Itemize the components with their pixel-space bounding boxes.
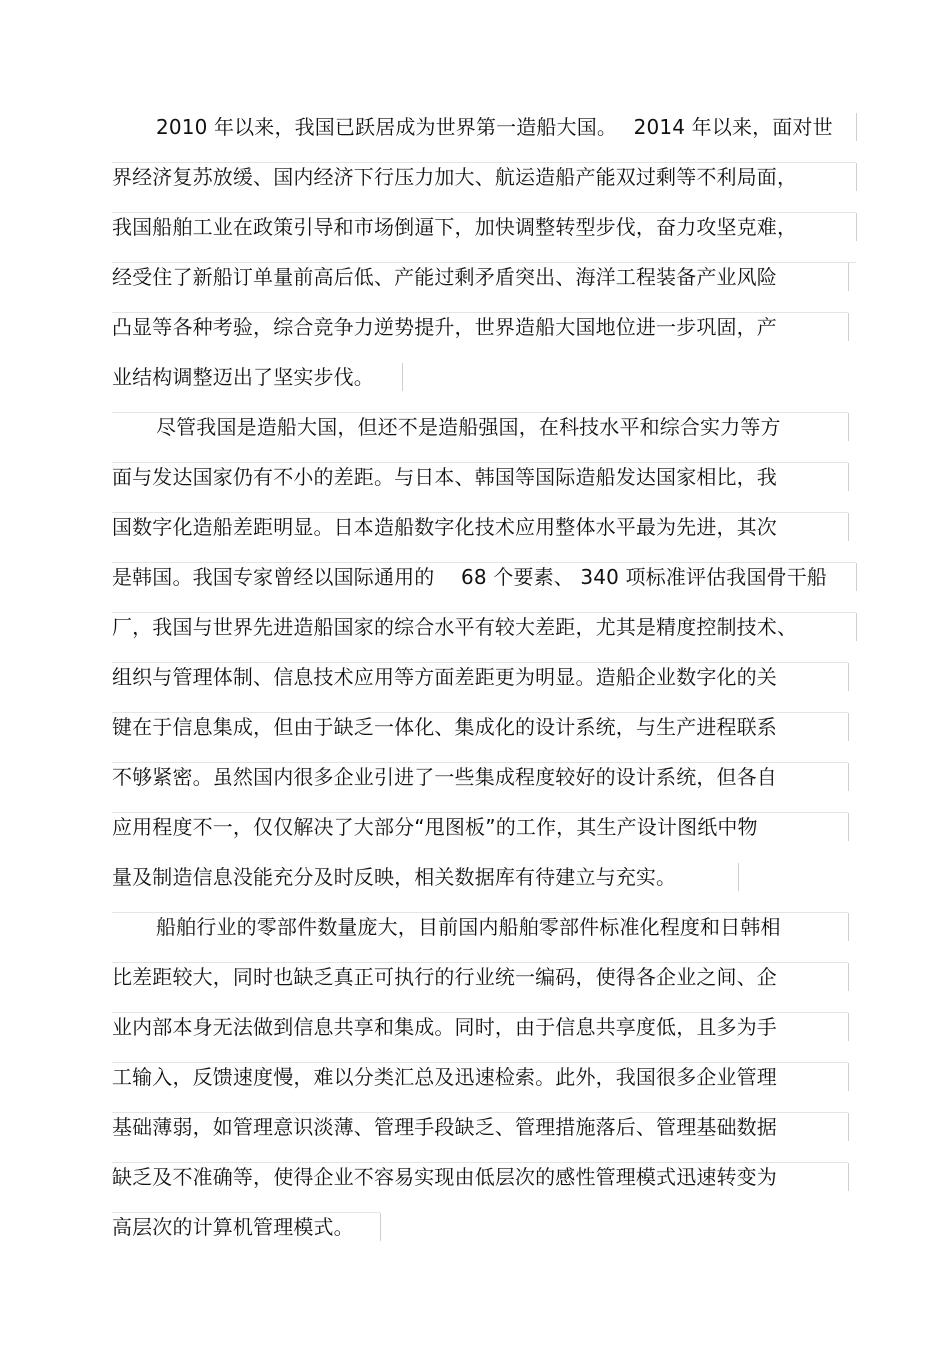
scan-tick — [848, 513, 849, 541]
text-line: 是韩国。我国专家曾经以国际通用的 68 个要素、 340 项标准评估我国骨干船 — [112, 565, 828, 589]
text-line: 业结构调整迈出了坚实步伐。 — [112, 365, 374, 389]
scan-rule — [112, 312, 848, 313]
text-line: 缺乏及不准确等，使得企业不容易实现由低层次的感性管理模式迅速转变为 — [112, 1165, 777, 1189]
scan-rule — [112, 562, 856, 563]
scan-rule — [112, 1062, 848, 1063]
text-line: 组织与管理体制、信息技术应用等方面差距更为明显。造船企业数字化的关 — [112, 665, 777, 689]
scan-rule — [112, 912, 848, 913]
scan-rule — [112, 162, 856, 163]
scan-rule — [112, 1212, 380, 1213]
text-line: 尽管我国是造船大国，但还不是造船强国，在科技水平和综合实力等方 — [156, 415, 781, 439]
scan-tick — [848, 263, 849, 291]
scan-rule — [112, 212, 856, 213]
scan-rule — [112, 262, 856, 263]
scan-tick — [848, 1113, 849, 1141]
scan-rule — [112, 512, 848, 513]
text-line: 键在于信息集成，但由于缺乏一体化、集成化的设计系统，与生产进程联系 — [112, 715, 777, 739]
text-line: 界经济复苏放缓、国内经济下行压力加大、航运造船产能双过剩等不利局面， — [112, 165, 798, 189]
scan-rule — [112, 962, 848, 963]
text-line: 比差距较大，同时也缺乏真正可执行的行业统一编码，使得各企业之间、企 — [112, 965, 777, 989]
scan-tick — [848, 413, 849, 441]
text-line: 基础薄弱，如管理意识淡薄、管理手段缺乏、管理措施落后、管理基础数据 — [112, 1115, 777, 1139]
scan-rule — [112, 1112, 848, 1113]
scan-tick — [848, 763, 849, 791]
scan-rule — [112, 812, 848, 813]
text-line: 面与发达国家仍有不小的差距。与日本、韩国等国际造船发达国家相比，我 — [112, 465, 777, 489]
scan-rule — [112, 412, 848, 413]
text-line: 2010 年以来，我国已跃居成为世界第一造船大国。 2014 年以来，面对世 — [156, 115, 833, 139]
scan-tick — [848, 963, 849, 991]
scan-tick — [848, 313, 849, 341]
scan-tick — [856, 113, 857, 141]
text-line: 量及制造信息没能充分及时反映，相关数据库有待建立与充实。 — [112, 865, 677, 889]
scan-tick — [856, 563, 857, 591]
scan-rule — [112, 462, 848, 463]
text-line: 船舶行业的零部件数量庞大，目前国内船舶零部件标准化程度和日韩相 — [156, 915, 781, 939]
scan-rule — [112, 612, 856, 613]
text-line: 厂，我国与世界先进造船国家的综合水平有较大差距，尤其是精度控制技术、 — [112, 615, 798, 639]
scan-rule — [112, 762, 848, 763]
scan-tick — [848, 1013, 849, 1041]
text-line: 凸显等各种考验，综合竞争力逆势提升，世界造船大国地位进一步巩固，产 — [112, 315, 777, 339]
scan-tick — [848, 663, 849, 691]
scan-tick — [856, 613, 857, 641]
scan-tick — [848, 1063, 849, 1091]
scan-tick — [848, 913, 849, 941]
scan-tick — [848, 813, 849, 841]
scan-tick — [738, 863, 739, 891]
scan-rule — [112, 712, 848, 713]
text-line: 不够紧密。虽然国内很多企业引进了一些集成程度较好的设计系统，但各自 — [112, 765, 777, 789]
scan-tick — [402, 363, 403, 391]
scan-rule — [112, 1012, 848, 1013]
scan-rule — [112, 662, 848, 663]
text-line: 我国船舶工业在政策引导和市场倒逼下，加快调整转型步伐，奋力攻坚克难， — [112, 215, 798, 239]
text-line: 业内部本身无法做到信息共享和集成。同时，由于信息共享度低，且多为手 — [112, 1015, 777, 1039]
scan-tick — [856, 163, 857, 191]
scan-rule — [112, 1162, 848, 1163]
text-line: 工输入，反馈速度慢，难以分类汇总及迅速检索。此外，我国很多企业管理 — [112, 1065, 777, 1089]
text-line: 国数字化造船差距明显。日本造船数字化技术应用整体水平最为先进，其次 — [112, 515, 777, 539]
scan-tick — [848, 1163, 849, 1191]
scan-tick — [856, 213, 857, 241]
scan-tick — [848, 463, 849, 491]
scan-tick — [380, 1213, 381, 1241]
scan-tick — [848, 713, 849, 741]
text-line: 高层次的计算机管理模式。 — [112, 1215, 354, 1239]
text-line: 经受住了新船订单量前高后低、产能过剩矛盾突出、海洋工程装备产业风险 — [112, 265, 777, 289]
text-line: 应用程度不一，仅仅解决了大部分“甩图板”的工作，其生产设计图纸中物 — [112, 815, 758, 839]
